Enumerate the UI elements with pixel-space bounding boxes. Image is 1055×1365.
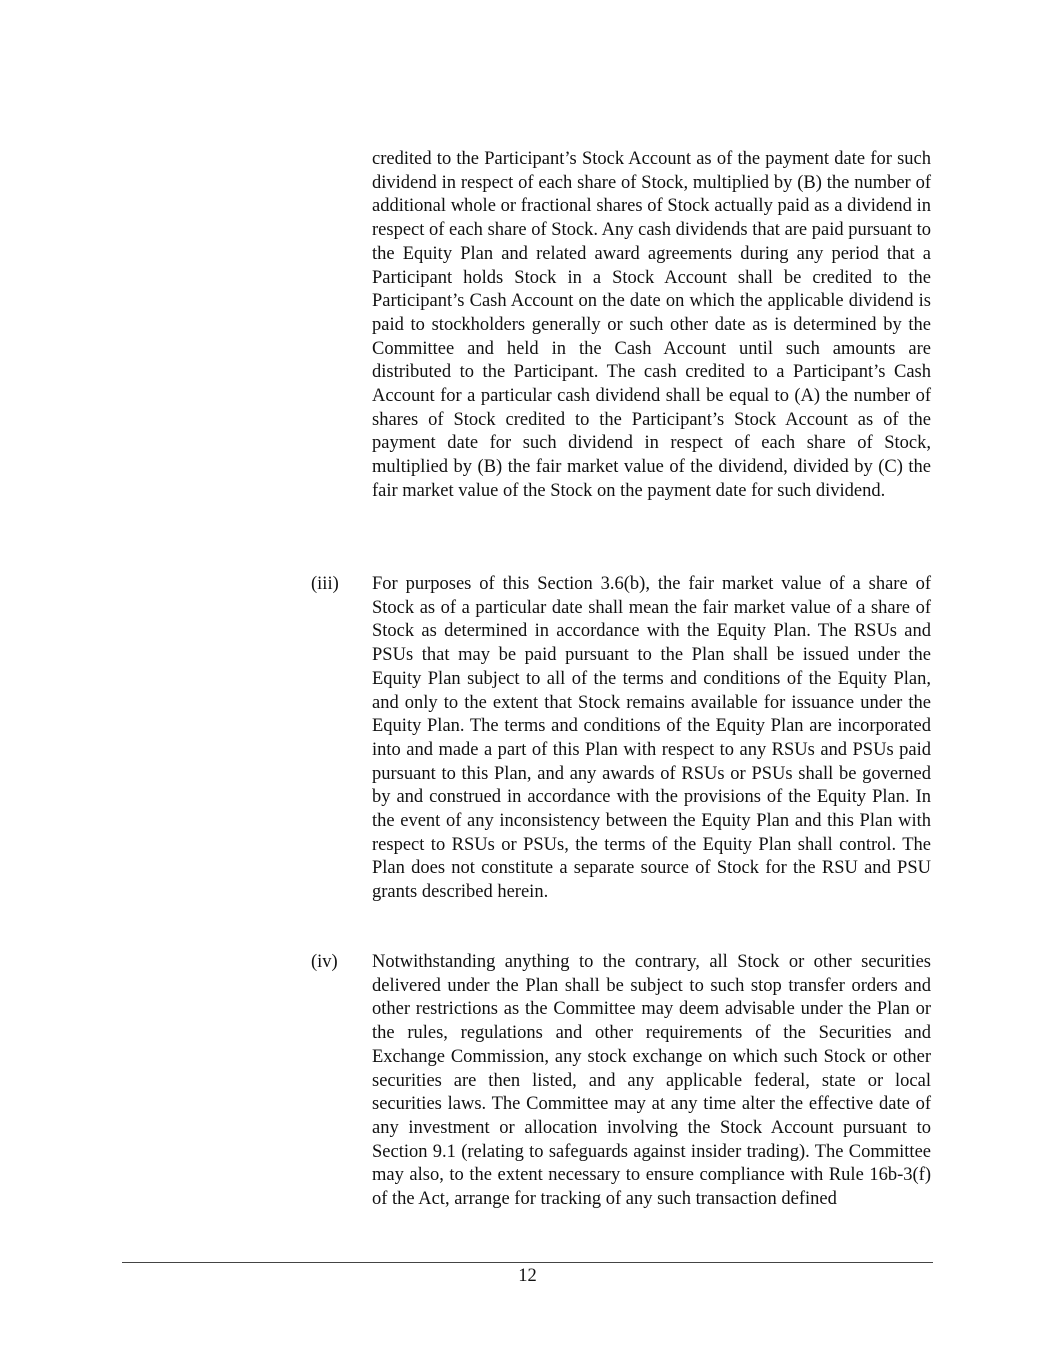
paragraph-item-iii: For purposes of this Section 3.6(b), the fair market value of a share of Stock as of a particular date shall mean the fair market value of a share of Stock as determined in accordance with the Equity Plan. The RSUs and PSUs that may be paid pursuant to the Plan shall be issued under the Equity Plan subject to all of the terms and conditions of the Equity Plan, and only to the extent that Stock remains available for issuance under the Equity Plan. The terms and conditions of the Equity Plan are incorporated into and made a part of this Plan with respect to any RSUs and PSUs paid pursuant to this Plan, and any awards of RSUs or PSUs shall be governed by and construed in accordance with the provisions of the Equity Plan. In the event of any inconsistency between the Equity Plan and this Plan with respect to RSUs or PSUs, the terms of the Equity Plan shall control. The Plan does not constitute a separate source of Stock for the RSU and PSU grants described herein. (372, 574, 931, 903)
footer-divider (122, 1262, 933, 1263)
paragraph-dividend-continuation: credited to the Participant’s Stock Account as of the payment date for such dividend in respect of each share of Stock, multiplied by (B) the number of additional whole or fractional shares of Stock actually paid as a dividend in respect of each share of Stock. Any cash dividends that are paid pursuant to the Equity Plan and related award agreements during any period that a Participant holds Stock in a Stock Account shall be credited to the Participant’s Cash Account on the date on which the applicable dividend is paid to stockholders generally or such other date as is determined by the Committee and held in the Cash Account until such amounts are distributed to the Participant. The cash credited to a Participant’s Cash Account for a particular cash dividend shall be equal to (A) the number of shares of Stock credited to the Participant’s Stock Account as of the payment date for such dividend in respect of each share of Stock, multiplied by (B) the fair market value of the dividend, divided by (C) the fair market value of the Stock on the payment date for such dividend. (372, 149, 931, 501)
item-label-iii: (iii) (311, 574, 339, 594)
paragraph-item-iv: Notwithstanding anything to the contrary, all Stock or other securities delivered under the Plan shall be subject to such stop transfer orders and other restrictions as the Committee may deem advisable under the Plan or the rules, regulations and other requirements of the Securities and Exchange Commission, any stock exchange on which such Stock or other securities are then listed, and any applicable federal, state or local securities laws. The Committee may at any time alter the effective date of any investment or allocation involving the Stock Account pursuant to Section 9.1 (relating to safeguards against insider trading). The Committee may also, to the extent necessary to ensure compliance with Rule 16b-3(f) of the Act, arrange for tracking of any such transaction defined (372, 952, 931, 1210)
page-number: 12 (518, 1266, 537, 1286)
item-label-iv: (iv) (311, 952, 338, 972)
